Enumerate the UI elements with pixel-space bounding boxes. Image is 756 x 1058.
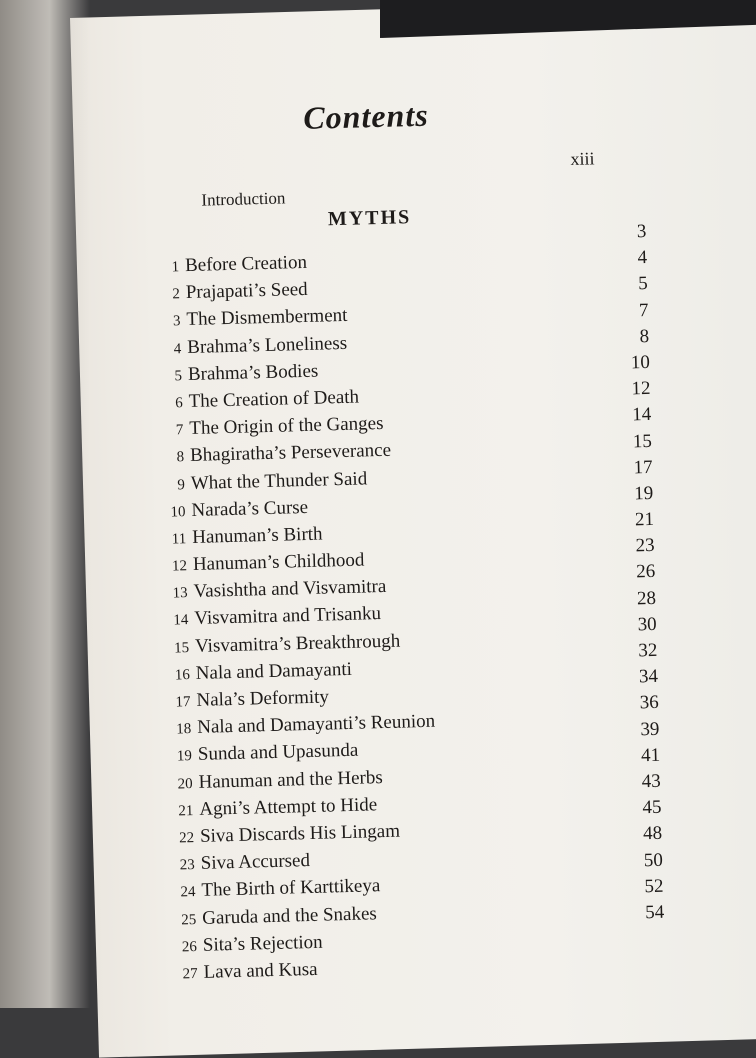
toc-page-number: 21 [634, 508, 655, 531]
toc-entry-number: 14 [173, 612, 189, 629]
toc-page-number: 4 [637, 247, 648, 269]
toc-entry-title: Vasishtha and Visvamitra [193, 576, 387, 603]
toc-entry-number: 22 [178, 829, 195, 847]
toc-entry-number: 19 [176, 748, 193, 765]
toc-entry-title: Lava and Kusa [203, 958, 318, 983]
toc-entry-title: Visvamitra’s Breakthrough [194, 630, 401, 657]
toc-page-number: 43 [641, 770, 662, 793]
toc-page-number: 14 [631, 404, 652, 426]
intro-label: Introduction [201, 188, 286, 210]
toc-entry-title: The Birth of Karttikeya [201, 875, 381, 902]
toc-entry-title: The Dismemberment [186, 305, 348, 331]
toc-entry-number: 21 [178, 802, 194, 820]
toc-entry-title: Hanuman and the Herbs [198, 766, 383, 793]
toc-entry-title: Nala’s Deformity [196, 686, 330, 711]
toc-page-number: 36 [639, 692, 659, 714]
toc-entry-title: Nala and Damayanti [195, 658, 353, 684]
toc-entry-number: 6 [175, 395, 183, 412]
toc-entry-title: Sunda and Upasunda [197, 740, 359, 766]
toc-page-number: 17 [633, 456, 653, 479]
toc-entry-number: 3 [172, 313, 181, 330]
page-title: Contents [302, 96, 430, 136]
toc-page-number: 34 [638, 666, 659, 688]
toc-entry-title: Nala and Damayanti’s Reunion [196, 710, 436, 739]
toc-entry-number: 15 [173, 639, 190, 657]
toc-page-number: 32 [638, 639, 658, 662]
toc-entry-title: Hanuman’s Birth [191, 523, 323, 548]
toc-page-number: 7 [638, 299, 649, 321]
toc-entry-number: 24 [180, 884, 196, 901]
toc-entry-title: Agni’s Attempt to Hide [199, 793, 378, 820]
toc-entry-number: 8 [176, 449, 185, 466]
toc-page-number: 28 [636, 587, 657, 609]
toc-entry-title: What the Thunder Said [190, 467, 368, 494]
toc-entry-title: Bhagiratha’s Perseverance [189, 440, 392, 467]
toc-entry-title: Siva Accursed [200, 850, 311, 874]
toc-entry-number: 4 [173, 340, 182, 357]
toc-entry-number: 27 [182, 965, 198, 983]
toc-entry-number: 25 [181, 911, 197, 928]
toc-entry-number: 10 [170, 503, 186, 521]
toc-entry-title: The Creation of Death [188, 386, 360, 412]
intro-page-number: xiii [570, 148, 595, 169]
toc-entry-title: Brahma’s Bodies [187, 360, 319, 385]
toc-entry-title: Prajapati’s Seed [185, 279, 308, 304]
toc-page-number: 54 [644, 901, 665, 924]
toc-page-number: 5 [637, 273, 649, 295]
toc-entry-number: 20 [177, 775, 193, 793]
toc-page-number: 10 [630, 351, 651, 374]
toc-page-number: 52 [644, 875, 664, 897]
toc-entry-number: 16 [174, 666, 191, 684]
toc-entry-number: 26 [181, 938, 198, 956]
toc-page-number: 48 [642, 823, 663, 845]
toc-page-number: 39 [640, 718, 660, 740]
toc-page-number: 41 [640, 744, 661, 767]
toc-page-number: 50 [643, 849, 664, 871]
toc-entry-number: 18 [176, 721, 192, 738]
toc-entry-title: Garuda and the Snakes [201, 902, 378, 929]
toc-entry-number: 1 [171, 259, 180, 276]
toc-entry-title: Before Creation [184, 251, 308, 277]
toc-page-number: 19 [633, 482, 654, 505]
toc-entry-number: 17 [175, 694, 191, 711]
toc-entry-list [159, 243, 658, 989]
toc-entry-number: 13 [172, 585, 188, 602]
toc-entry-title: The Origin of the Ganges [189, 413, 384, 440]
toc-page-number: 8 [639, 325, 650, 347]
toc-entry-title: Sita’s Rejection [202, 931, 323, 956]
toc-entry-number: 12 [171, 558, 188, 575]
toc-page-number: 30 [637, 613, 657, 636]
toc-entry-number: 9 [177, 476, 186, 493]
toc-page-number: 12 [631, 378, 651, 400]
toc-page-number: 23 [635, 535, 655, 557]
toc-entry-number: 7 [175, 422, 184, 439]
toc-entry-number: 11 [171, 531, 187, 548]
toc-entry-title: Brahma’s Loneliness [186, 332, 348, 358]
toc-entry-title: Hanuman’s Childhood [192, 549, 365, 576]
toc-entry-title: Narada’s Curse [191, 496, 309, 521]
toc-entry-title: Visvamitra and Trisanku [194, 603, 382, 630]
toc-page-number: 3 [636, 220, 647, 243]
section-heading: MYTHS [327, 206, 412, 231]
toc-entry-number: 5 [174, 367, 183, 385]
toc-page-number: 15 [632, 430, 653, 452]
toc-entry-number: 23 [179, 857, 196, 874]
toc-entry-number: 2 [172, 286, 181, 303]
toc-entry-title: Siva Discards His Lingam [199, 820, 401, 847]
toc-page-number: 45 [642, 796, 662, 819]
toc-page-number: 26 [636, 561, 656, 583]
